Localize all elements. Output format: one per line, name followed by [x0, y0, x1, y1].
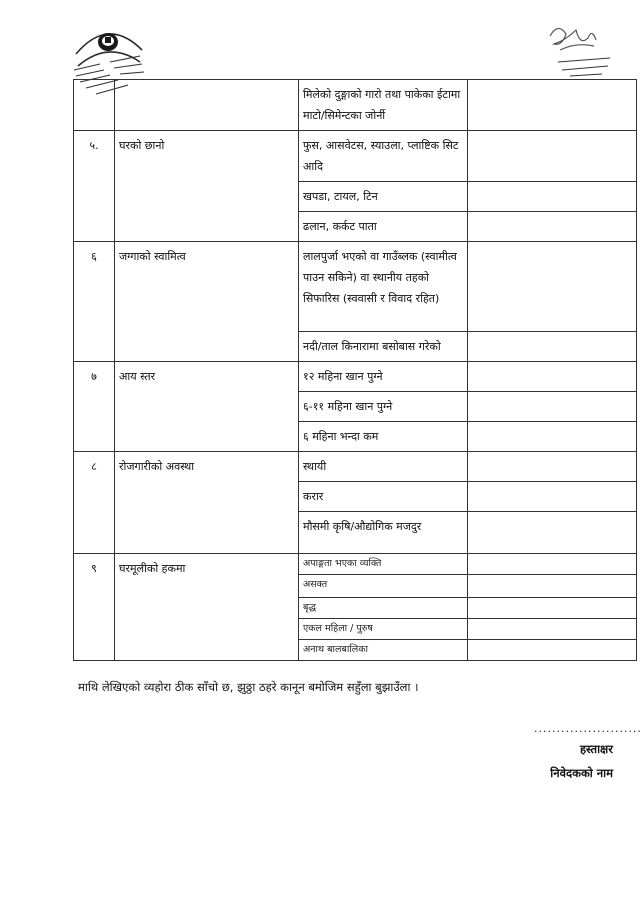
table-row — [74, 80, 637, 131]
household-criteria-table — [73, 79, 637, 661]
option-check-cell[interactable] — [468, 619, 637, 640]
table-row — [74, 554, 637, 575]
row-number: ७ — [74, 362, 115, 452]
table-row — [74, 131, 637, 182]
option-text: खपडा, टायल, टिन — [299, 182, 468, 212]
option-text: लालपुर्जा भएको वा गाउँब्लक (स्वामीत्व पाउन सकिने) वा स्थानीय तहको सिफारिस (स्ववासी र विवाद रहित) — [299, 242, 468, 332]
option-text: अपाङ्गता भएका व्यक्ति — [299, 554, 468, 575]
option-check-cell[interactable] — [468, 182, 637, 212]
option-check-cell[interactable] — [468, 362, 637, 392]
option-text: १२ महिना खान पुग्ने — [299, 362, 468, 392]
option-text: ६-११ महिना खान पुग्ने — [299, 392, 468, 422]
option-text: मौसमी कृषि/औद्योगिक मजदुर — [299, 512, 468, 554]
option-check-cell[interactable] — [468, 332, 637, 362]
option-check-cell[interactable] — [468, 212, 637, 242]
applicant-name-label: निवेदकको नाम — [550, 766, 613, 780]
option-check-cell[interactable] — [468, 80, 637, 131]
option-check-cell[interactable] — [468, 575, 637, 598]
row-topic: घरमूलीको हकमा — [115, 554, 299, 661]
row-topic: रोजगारीको अवस्था — [115, 452, 299, 554]
option-text: नदी/ताल किनारामा बसोबास गरेको — [299, 332, 468, 362]
table-row — [74, 452, 637, 482]
option-text: मिलेको दुङ्गाको गारो तथा पाकेका ईटामा माटो/सिमेन्टका जोर्नी — [299, 80, 468, 131]
table-row — [74, 362, 637, 392]
row-number: ९ — [74, 554, 115, 661]
option-text: बृद्ध — [299, 598, 468, 619]
option-text: ढलान, कर्कट पाता — [299, 212, 468, 242]
option-check-cell[interactable] — [468, 392, 637, 422]
row-number — [74, 80, 115, 131]
option-check-cell[interactable] — [468, 482, 637, 512]
option-text: करार — [299, 482, 468, 512]
option-check-cell[interactable] — [468, 452, 637, 482]
signature-mark — [536, 16, 620, 82]
row-number: ८ — [74, 452, 115, 554]
option-check-cell[interactable] — [468, 640, 637, 661]
option-text: फुस, आसवेटस, स्याउला, प्लाष्टिक सिट आदि — [299, 131, 468, 182]
option-text: ६ महिना भन्दा कम — [299, 422, 468, 452]
row-number: ६ — [74, 242, 115, 362]
option-check-cell[interactable] — [468, 242, 637, 332]
option-check-cell[interactable] — [468, 422, 637, 452]
option-text: एकल महिला / पुरुष — [299, 619, 468, 640]
option-text: अनाथ बालबालिका — [299, 640, 468, 661]
signature-label: हस्ताक्षर — [579, 742, 613, 756]
option-check-cell[interactable] — [468, 512, 637, 554]
row-topic: जग्गाको स्वामित्व — [115, 242, 299, 362]
table-row — [74, 242, 637, 332]
row-topic: आय स्तर — [115, 362, 299, 452]
option-check-cell[interactable] — [468, 598, 637, 619]
option-check-cell[interactable] — [468, 131, 637, 182]
row-number: ५. — [74, 131, 115, 242]
option-text: असक्त — [299, 575, 468, 598]
declaration-statement: माथि लेखिएको व्यहोरा ठीक साँचो छ, झुठ्ठा ठहरे कानून बमोजिम सहुँला बुझाउँला । — [78, 680, 419, 694]
option-text: स्थायी — [299, 452, 468, 482]
row-topic: घरको छानो — [115, 131, 299, 242]
option-check-cell[interactable] — [468, 554, 637, 575]
signature-line: ........................ — [534, 722, 642, 735]
row-topic — [115, 80, 299, 131]
